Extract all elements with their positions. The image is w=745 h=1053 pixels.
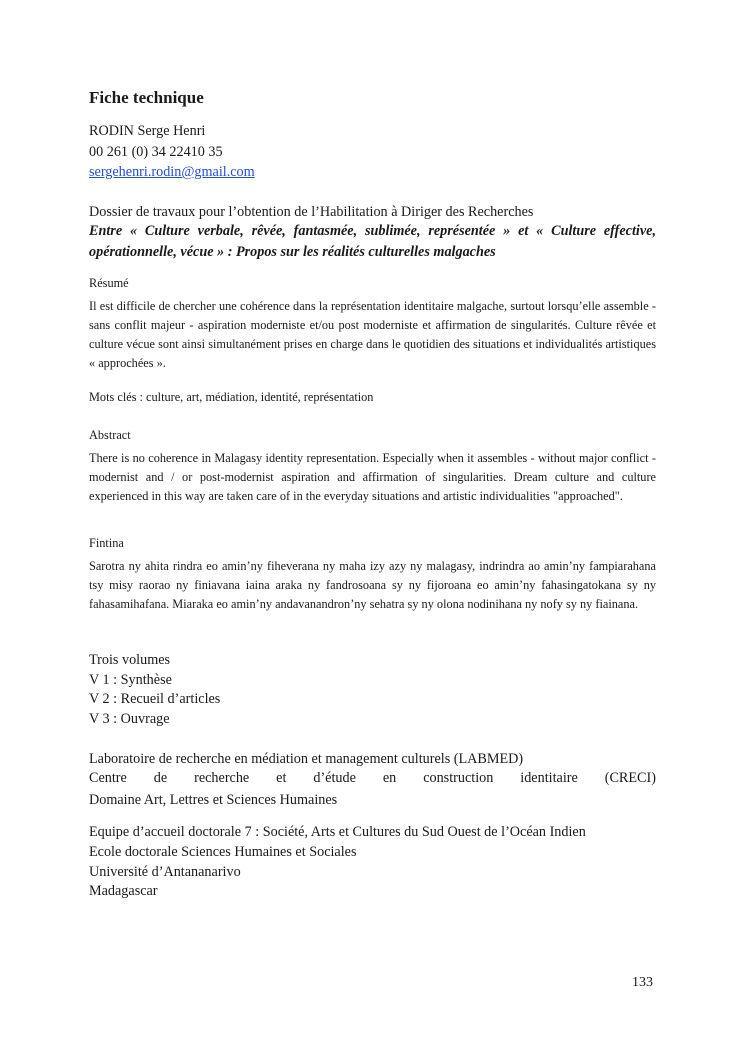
- resume-label: Résumé: [89, 276, 129, 290]
- volumes-title: Trois volumes: [89, 652, 171, 668]
- author-phone: 00 261 (0) 34 22410 35: [89, 144, 223, 160]
- author-name: RODIN Serge Henri: [89, 123, 206, 139]
- abstract-label: Abstract: [89, 428, 131, 442]
- equipe-line: Equipe d’accueil doctorale 7 : Société, Arts et Cultures du Sud Ouest de l’Océan Indien: [89, 824, 586, 840]
- labmed-line: Laboratoire de recherche en médiation et management culturels (LABMED): [89, 751, 524, 767]
- pays-line: Madagascar: [89, 883, 158, 899]
- creci-word: en: [382, 770, 397, 786]
- creci-word: (CRECI): [604, 770, 656, 786]
- dossier-title-line-2: opérationnelle, vécue » : Propos sur les réalités culturelles malgaches: [89, 244, 496, 260]
- creci-line: [89, 770, 656, 787]
- dossier-title-text: Entre « Culture verbale, rêvée, fantasmée, sublimée, représentée » et « Culture effective,: [89, 223, 656, 239]
- creci-word: construction: [423, 770, 494, 786]
- creci-word: recherche: [194, 770, 250, 786]
- resume-text: Il est difficile de chercher une cohérence dans la représentation identitaire malgache, surtout lorsqu’elle assemble - sans conflit majeur - aspiration moderniste et/ou post moderniste et affirmation de singularités. Culture rêvée et culture vécue sont ainsi simultanément prises en charge dans le quotidien des situations et individualités artistiques « approchées ».: [89, 299, 656, 370]
- domaine-line: Domaine Art, Lettres et Sciences Humaines: [89, 792, 338, 808]
- author-email-link[interactable]: sergehenri.rodin@gmail.com: [89, 164, 255, 180]
- keywords: Mots clés : culture, art, médiation, identité, représentation: [89, 390, 374, 404]
- creci-word: et: [276, 770, 287, 786]
- page-number: 133: [632, 975, 653, 990]
- creci-word: Centre: [89, 770, 127, 786]
- dossier-title-line-1: [89, 223, 656, 240]
- page-title: Fiche technique: [89, 88, 204, 107]
- universite-line: Université d’Antananarivo: [89, 864, 241, 880]
- ecole-line: Ecole doctorale Sciences Humaines et Sociales: [89, 844, 357, 860]
- dossier-line: Dossier de travaux pour l’obtention de l’Habilitation à Diriger des Recherches: [89, 204, 534, 220]
- abstract-text: There is no coherence in Malagasy identity representation. Especially when it assembles - without major conflict - modernist and / or post-modernist aspiration and affirmation of singularities. Dream culture and culture experienced in this way are taken care of in the everyday situations and artistic individualities "approached".: [89, 451, 656, 503]
- creci-word: de: [153, 770, 168, 786]
- volume-item: V 3 : Ouvrage: [89, 711, 170, 727]
- creci-word: d’étude: [313, 770, 356, 786]
- fintina-text: Sarotra ny ahita rindra eo amin’ny fiheverana ny maha izy azy ny malagasy, indrindra ao amin’ny fampiarahana tsy misy raorao ny finiavana iaina araka ny fandrosoana sy ny fijoroana eo amin’ny fahasingatokana sy ny fahasamihafana. Miaraka eo amin’ny andavanandron’ny sehatra sy ny olona nodinihana ny nofy sy ny fiainana.: [89, 559, 656, 611]
- volume-item: V 2 : Recueil d’articles: [89, 691, 221, 707]
- fintina-label: Fintina: [89, 536, 124, 550]
- creci-word: identitaire: [520, 770, 578, 786]
- volume-item: V 1 : Synthèse: [89, 672, 172, 688]
